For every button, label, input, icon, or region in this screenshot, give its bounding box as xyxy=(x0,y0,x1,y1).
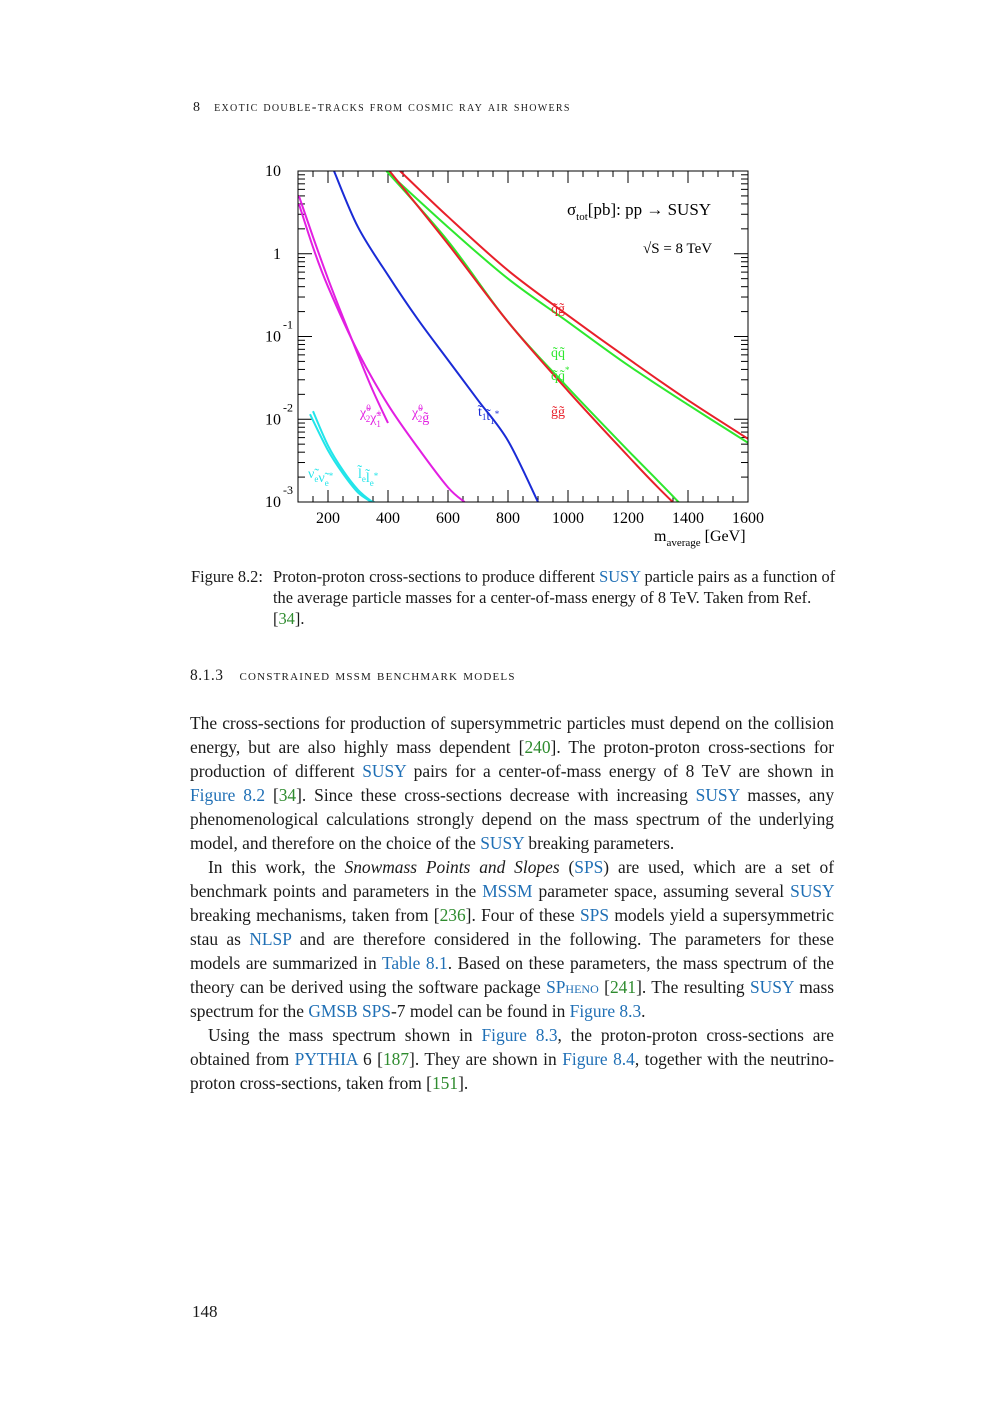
plot-frame xyxy=(298,171,748,502)
figure-caption-text xyxy=(273,566,841,629)
curve-label-qg: q̃g̃ xyxy=(551,302,565,317)
reference-link[interactable]: SUSY xyxy=(695,785,740,805)
curve-label-chi2chi1: χ̃$^0$ 2χ̃± 1 xyxy=(360,403,382,429)
curve-label-gg: g̃g̃ xyxy=(551,405,565,420)
text-run: ( xyxy=(559,857,575,877)
reference-link[interactable]: SUSY xyxy=(749,977,794,997)
citation-link[interactable]: 151 xyxy=(431,1073,459,1093)
text-run: and are therefore considered in the following. The parameters for these models are summarized in xyxy=(190,929,834,973)
text-run: ]. The proton-proton cross-sections for production of different xyxy=(190,737,834,781)
citation-link[interactable]: 236 xyxy=(439,905,466,925)
x-tick-label: 1600 xyxy=(732,510,764,527)
text-run: ]. The resulting xyxy=(636,977,750,997)
reference-link[interactable]: Figure 8.2 xyxy=(190,785,266,805)
text-run: . xyxy=(641,1001,646,1021)
y-tick-label: 1 xyxy=(273,245,281,263)
reference-link[interactable]: Figure 8.4 xyxy=(562,1049,635,1069)
series-line-4 xyxy=(334,171,538,502)
running-head xyxy=(193,100,571,116)
x-axis-label xyxy=(654,528,746,549)
chapter-number: 8 xyxy=(193,100,202,115)
series-line-6 xyxy=(299,204,465,502)
text-run: [ xyxy=(598,977,610,997)
section-title: constrained mssm benchmark models xyxy=(239,667,516,684)
reference-link[interactable]: MSSM xyxy=(482,881,533,901)
series-line-8 xyxy=(313,411,375,502)
energy-label: √S = 8 TeV xyxy=(643,241,713,257)
citation-link[interactable]: 187 xyxy=(382,1049,410,1069)
reference-link[interactable]: NLSP xyxy=(249,929,292,949)
figure-caption xyxy=(191,566,841,629)
caption-citation[interactable]: 34 xyxy=(278,609,295,628)
text-run: ]. Four of these xyxy=(465,905,581,925)
y-tick-label: 10 xyxy=(265,494,281,511)
reference-link[interactable]: SPS xyxy=(580,905,610,925)
citation-link[interactable]: 34 xyxy=(278,785,297,805)
x-axis-label-m: m xyxy=(654,528,667,545)
caption-text-2: particle pairs as a function of the average particle masses for a center-of-mass energy of 8 TeV. Taken from Ref. [ xyxy=(273,567,836,628)
curve-label-nunu: $\nũ_e\nũ_e^*$ xyxy=(308,467,334,488)
y-tick-label: 10 xyxy=(265,328,281,346)
reference-link[interactable]: SPS xyxy=(574,857,604,877)
figure-label: Figure 8.2: xyxy=(191,567,263,586)
y-tick-exponent: -3 xyxy=(283,483,293,497)
citation-link[interactable]: 240 xyxy=(524,737,551,757)
reference-link[interactable]: SPS xyxy=(361,1001,391,1021)
text-run: ]. xyxy=(458,1073,469,1093)
curve-label-qq: q̃q̃ xyxy=(551,346,565,361)
text-run: . Based on these parameters, the mass spectrum of the theory can be derived using the software package xyxy=(190,953,834,997)
chart-title-sub: tot xyxy=(576,211,588,223)
text-run: ]. They are shown in xyxy=(409,1049,563,1069)
curve-label-tt: $t̃_1t̃_1^*$ xyxy=(478,405,500,426)
x-tick-label: 1000 xyxy=(552,510,584,527)
paragraph-3 xyxy=(190,1023,834,1095)
reference-link[interactable]: Table 8.1 xyxy=(381,953,448,973)
x-tick-label: 800 xyxy=(496,510,520,527)
paragraph-2 xyxy=(190,855,834,1023)
chapter-title: exotic double-tracks from cosmic ray air showers xyxy=(214,100,571,115)
y-tick-exponent: -1 xyxy=(283,317,293,332)
reference-link[interactable]: SPheno xyxy=(546,977,599,997)
text-run: breaking parameters. xyxy=(524,833,675,853)
curve-label-ll: $l̃_el̃_e^*$ xyxy=(358,467,379,488)
text-run: In this work, the xyxy=(208,857,345,877)
text-run: pairs for a center-of-mass energy of 8 TeV are shown in xyxy=(406,761,834,781)
text-run: breaking mechanisms, taken from [ xyxy=(190,905,440,925)
caption-text-1: Proton-proton cross-sections to produce different xyxy=(273,567,600,586)
x-tick-label: 1200 xyxy=(612,510,644,527)
reference-link[interactable]: SUSY xyxy=(480,833,525,853)
reference-link[interactable]: Figure 8.3 xyxy=(569,1001,642,1021)
text-run: ]. Since these cross-sections decrease with increasing xyxy=(296,785,696,805)
x-tick-label: 400 xyxy=(376,510,400,527)
reference-link[interactable]: GMSB xyxy=(308,1001,358,1021)
cross-section-chart xyxy=(240,155,780,555)
citation-link[interactable]: 241 xyxy=(609,977,637,997)
y-tick-exponent: -2 xyxy=(283,400,293,415)
paragraph-1 xyxy=(190,711,834,855)
x-tick-label: 1400 xyxy=(672,510,704,527)
y-tick-label: 10 xyxy=(265,411,281,429)
text-run: , the proton-proton cross-sections are obtained from xyxy=(190,1025,834,1069)
text-run: 6 [ xyxy=(357,1049,383,1069)
text-run: , together with the neutrino-proton cross-sections, taken from [ xyxy=(190,1049,834,1093)
section-heading xyxy=(190,667,516,685)
reference-link[interactable]: SUSY xyxy=(790,881,834,901)
text-run: Snowmass Points and Slopes xyxy=(344,857,560,877)
text-run: The cross-sections for production of supersymmetric particles must depend on the collision energy, but are also highly mass dependent [ xyxy=(190,713,834,757)
curve-label-chi2g: χ̃$^0$ 2g̃ xyxy=(412,403,430,426)
caption-link-susy[interactable]: SUSY xyxy=(599,567,641,586)
x-tick-label: 600 xyxy=(436,510,460,527)
curve-label-qqstar: q̃q̃* xyxy=(551,365,570,384)
text-run: masses, any phenomenological calculations strongly depend on the mass spectrum of the underlying model, and therefore on the choice of the xyxy=(190,785,835,853)
reference-link[interactable]: PYTHIA xyxy=(294,1049,358,1069)
x-axis-label-sub: average xyxy=(666,537,701,549)
chart-title-rest: [pb]: pp → SUSY xyxy=(587,200,712,219)
text-run: -7 model can be found in xyxy=(390,1001,570,1021)
text-run: [ xyxy=(265,785,279,805)
section-number: 8.1.3 xyxy=(190,667,224,684)
x-axis-label-unit: [GeV] xyxy=(704,528,746,545)
x-tick-label: 200 xyxy=(316,510,340,527)
caption-text-3: ]. xyxy=(294,609,305,628)
chart-title-sigma: σ xyxy=(567,200,577,219)
text-run: parameter space, assuming several xyxy=(532,881,791,901)
text-run: ) are used, which are a set of benchmark points and parameters in the xyxy=(190,857,835,901)
text-run: Using the mass spectrum shown in xyxy=(208,1025,482,1045)
reference-link[interactable]: Figure 8.3 xyxy=(481,1025,558,1045)
text-run: models yield a supersymmetric stau as xyxy=(190,905,834,949)
figure-8-2 xyxy=(240,155,780,555)
text-run: mass spectrum for the xyxy=(190,977,834,1021)
reference-link[interactable]: SUSY xyxy=(362,761,407,781)
body-text xyxy=(190,711,834,1095)
page-number: 148 xyxy=(192,1302,218,1321)
series-line-5 xyxy=(299,196,388,423)
chart-title xyxy=(567,200,711,223)
y-tick-label: 10 xyxy=(265,163,281,180)
